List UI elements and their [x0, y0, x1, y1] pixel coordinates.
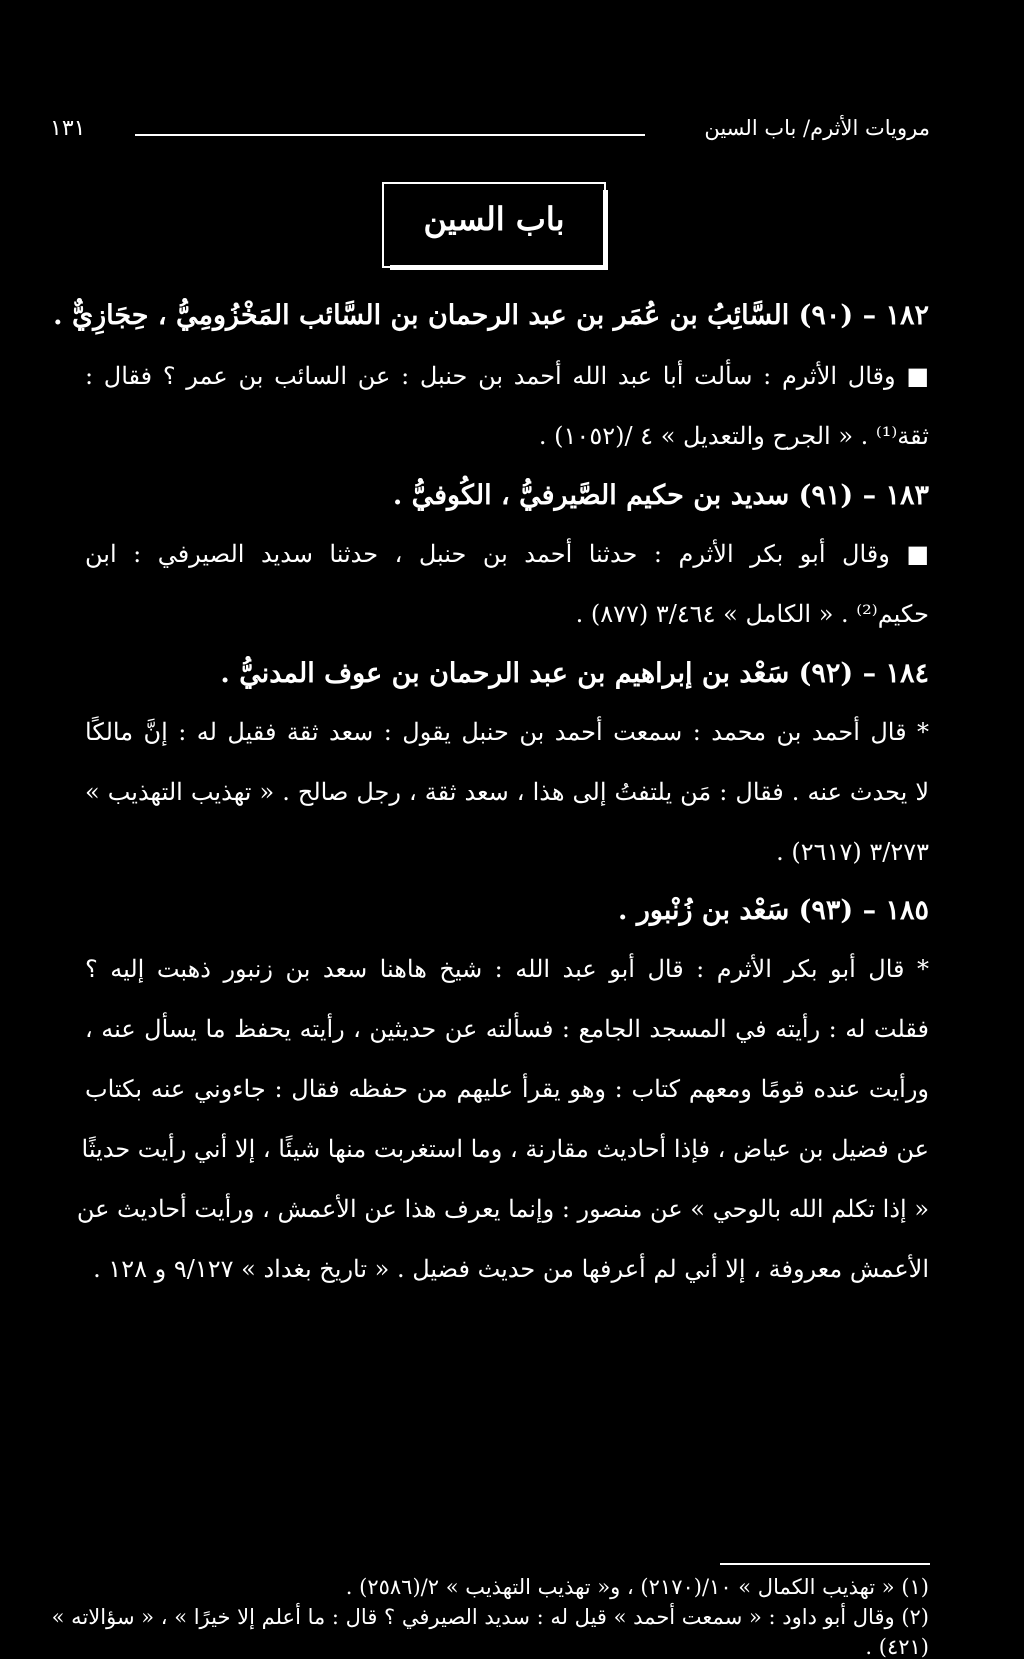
footnote-2-cont: (٤٢١) .: [865, 1635, 929, 1659]
title-frame-shadow: [390, 265, 608, 270]
text-line: ورأيت عنده قومًا ومعهم كتاب : وهو يقرأ عليهم من حفظه فقال : جاءوني عنه بكتاب: [85, 1075, 929, 1103]
text-line: ٣/٢٧٣ (٢٦١٧) .: [776, 838, 929, 866]
chapter-title: باب السين: [423, 200, 565, 238]
text-line: * قال أبو بكر الأثرم : قال أبو عبد الله : شيخ هاهنا سعد بن زنبور ذهبت إليه ؟: [85, 955, 929, 983]
text-line: عن فضيل بن عياض ، فإذا أحاديث مقارنة ، وما استغربت منها شيئًا ، إلا أني رأيت حديثًا: [81, 1135, 929, 1163]
entry-heading-183: ١٨٣ – (٩١) سديد بن حكيم الصَّيرفيُّ ، الكُوفيُّ .: [392, 480, 929, 511]
header-rule: [135, 134, 645, 136]
page-number: ١٣١: [50, 116, 86, 141]
running-title: مرويات الأثرم/ باب السين: [704, 116, 930, 140]
text-line: ■ وقال أبو بكر الأثرم : حدثنا أحمد بن حنبل ، حدثنا سديد الصيرفي : ابن: [85, 540, 929, 568]
text-line: ثقة⁽¹⁾ . « الجرح والتعديل » ٤ /(١٠٥٢) .: [538, 422, 929, 450]
text-line: حكيم⁽²⁾ . « الكامل » ٣/٤٦٤ (٨٧٧) .: [575, 600, 929, 628]
entry-heading-184: ١٨٤ – (٩٢) سَعْد بن إبراهيم بن عبد الرحمان بن عوف المدنيُّ .: [220, 658, 929, 689]
text-line: * قال أحمد بن محمد : سمعت أحمد بن حنبل يقول : سعد ثقة فقيل له : إنَّ مالكًا: [85, 718, 929, 746]
text-line: الأعمش معروفة ، إلا أني لم أعرفها من حديث فضيل . « تاريخ بغداد » ٩/١٢٧ و ١٢٨ .: [93, 1255, 929, 1283]
text-line: فقلت له : رأيته في المسجد الجامع : فسألته عن حديثين ، رأيته يحفظ ما يسأل عنه ،: [85, 1015, 929, 1043]
entry-heading-185: ١٨٥ – (٩٣) سَعْد بن زُنْبور .: [618, 895, 929, 926]
chapter-title-box: [382, 182, 608, 270]
entry-heading-182: ١٨٢ – (٩٠) السَّائِبُ بن عُمَر بن عبد الرحمان بن السَّائب المَخْزُومِيُّ ، حِجَازِيٌّ .: [53, 300, 929, 331]
text-line: لا يحدث عنه . فقال : مَن يلتفتُ إلى هذا ، سعد ثقة ، رجل صالح . « تهذيب التهذيب »: [85, 778, 930, 806]
text-line: ■ وقال الأثرم : سألت أبا عبد الله أحمد بن حنبل : عن السائب بن عمر ؟ فقال :: [85, 362, 929, 390]
footnote-rule: [720, 1563, 930, 1565]
text-line: « إذا تكلم الله بالوحي » عن منصور : وإنما يعرف هذا عن الأعمش ، ورأيت أحاديث عن: [76, 1195, 929, 1223]
page-header: [50, 112, 930, 152]
footnote-2: (٢) وقال أبو داود : « سمعت أحمد » قيل له : سديد الصيرفي ؟ قال : ما أعلم إلا خيرًا » ، « سؤالاته »: [51, 1605, 929, 1629]
footnote-1: (١) « تهذيب الكمال » ١٠/(٢١٧٠) ، و« تهذيب التهذيب » ٢/(٢٥٨٦) .: [345, 1575, 929, 1599]
